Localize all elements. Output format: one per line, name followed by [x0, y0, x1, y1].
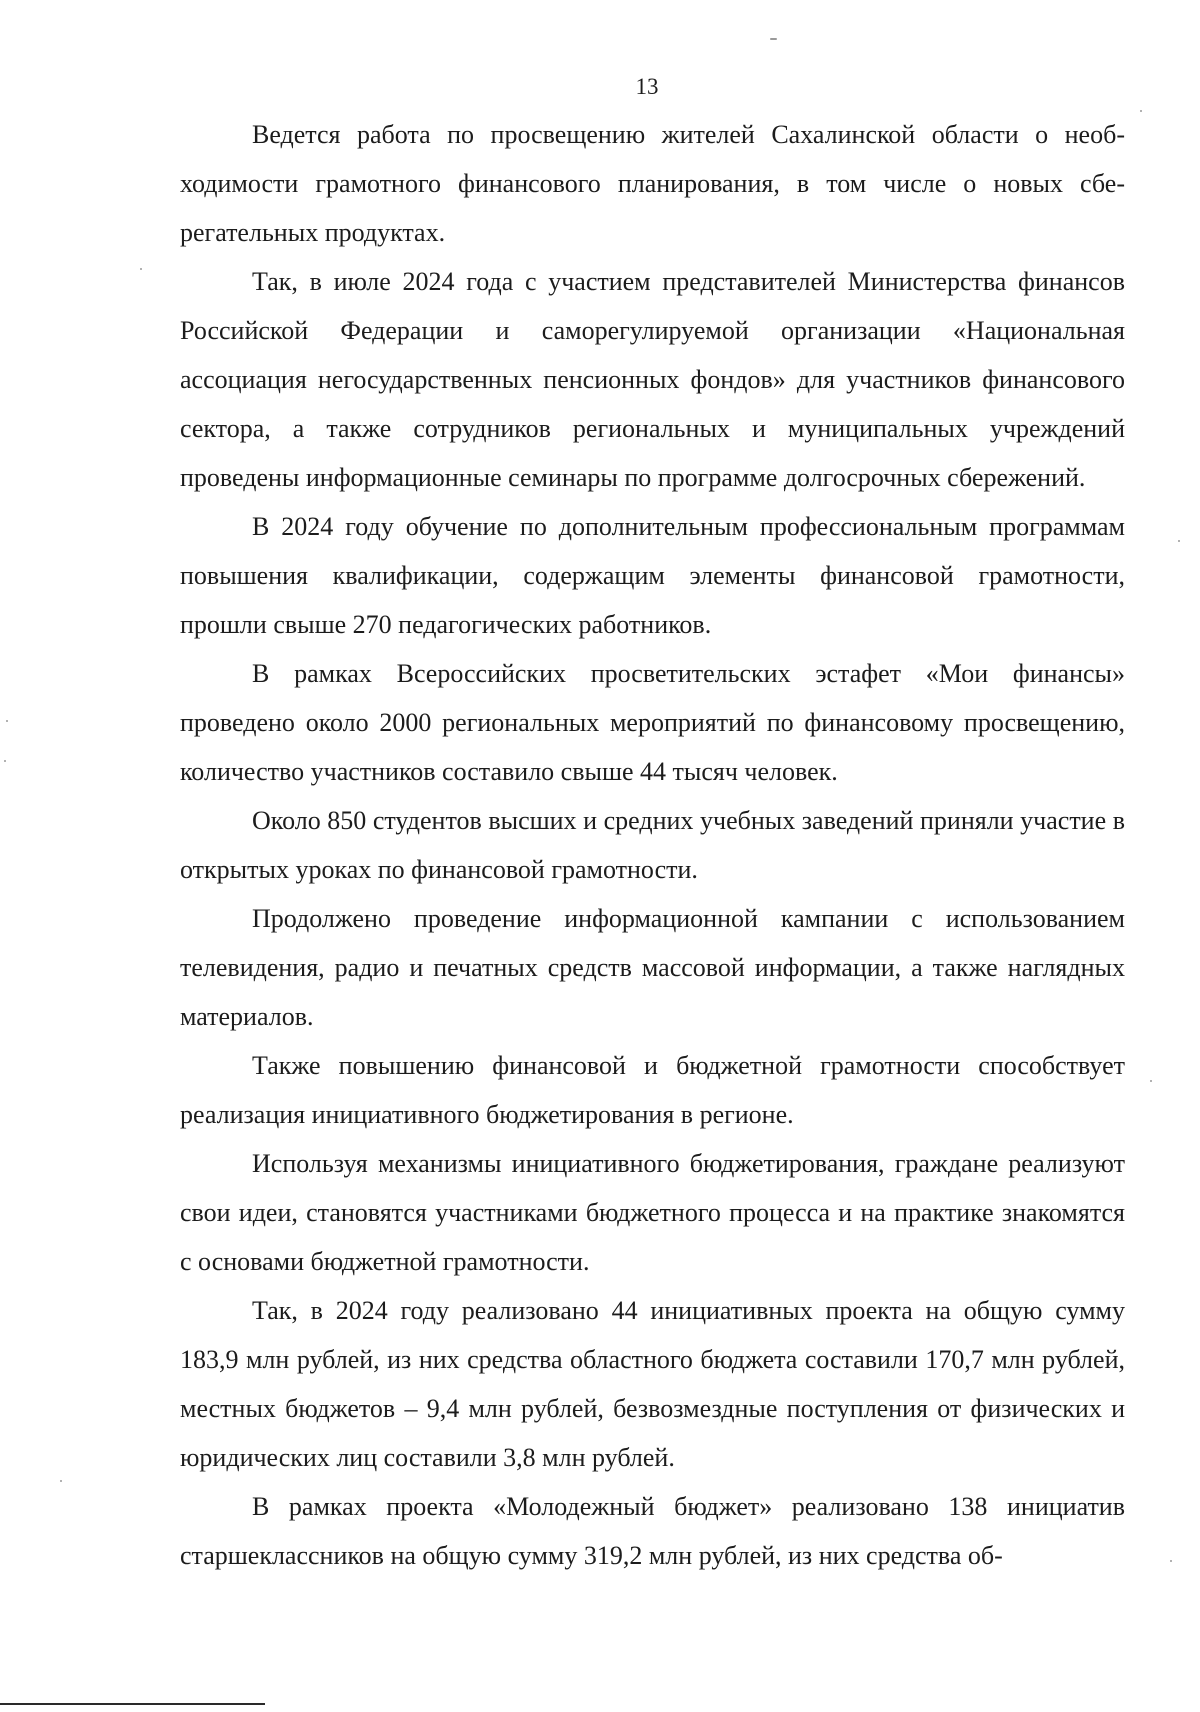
bottom-edge-rule: [0, 1703, 265, 1705]
paragraph-teacher-training: В 2024 году обучение по дополнительным профессиональным программам повышения квалификации, содержащим элементы финансовой грамотности, прошли свыше 270 педагогических работников.: [180, 512, 1125, 639]
paragraph-initiative-projects-2024: Так, в 2024 году реализовано 44 инициативных проекта на общую сумму 183,9 млн рублей, из них средства областного бюджета составили 170,7 млн рублей, местных бюджетов – 9,4 млн рублей, безвозмездные поступления от физических и юридических лиц составили 3,8 млн рублей.: [180, 1296, 1125, 1472]
scan-speck: [6, 720, 8, 722]
page-number: 13: [635, 74, 659, 99]
scan-speck: [4, 760, 6, 762]
paragraph-open-lessons: Около 850 студентов высших и средних учебных заведений приняли участие в открытых уроках по финансовой грамотности.: [180, 806, 1125, 884]
paragraph-youth-budget: В рамках проекта «Молодежный бюджет» реализовано 138 инициатив старшеклассников на общую сумму 319,2 млн рублей, из них средства об-: [180, 1492, 1125, 1570]
scan-speck: [1150, 1080, 1152, 1082]
document-body: [180, 110, 1125, 1580]
scan-speck: [140, 268, 142, 270]
paragraph-information-campaign: Продолжено проведение информационной кампании с использованием телевидения, радио и печатных средств массовой информации, а также наглядных материалов.: [180, 904, 1125, 1031]
scan-speck: [770, 38, 777, 40]
paragraph-initiative-budgeting: Также повышению финансовой и бюджетной грамотности способствует реализация инициативного бюджетирования в регионе.: [180, 1051, 1125, 1129]
paragraph-seminars: Так, в июле 2024 года с участием представителей Министерства финансов Российской Федерации и саморегулируемой организации «Национальная ассоциация негосударственных пенсионных фондов» для участников финансового сектора, а также сотрудников региональных и муниципальных учреждений проведены информационные семинары по программе долгосрочных сбережений.: [180, 267, 1125, 492]
paragraph-financial-education: Ведется работа по просвещению жителей Сахалинской области о необходимости грамотного финансового планирования, в том числе о новых сберегательных продуктах.: [180, 120, 1125, 247]
scan-speck: [1170, 1560, 1172, 1562]
paragraph-citizen-ideas: Используя механизмы инициативного бюджетирования, граждане реализуют свои идеи, становятся участниками бюджетного процесса и на практике знакомятся с основами бюджетной грамотности.: [180, 1149, 1125, 1276]
scan-speck: [60, 1480, 62, 1482]
scan-speck: [1140, 110, 1142, 112]
scan-speck: [1178, 540, 1180, 542]
paragraph-my-finances-relay: В рамках Всероссийских просветительских эстафет «Мои финансы» проведено около 2000 региональных мероприятий по финансовому просвещению, количество участников составило свыше 44 тысяч человек.: [180, 659, 1125, 786]
